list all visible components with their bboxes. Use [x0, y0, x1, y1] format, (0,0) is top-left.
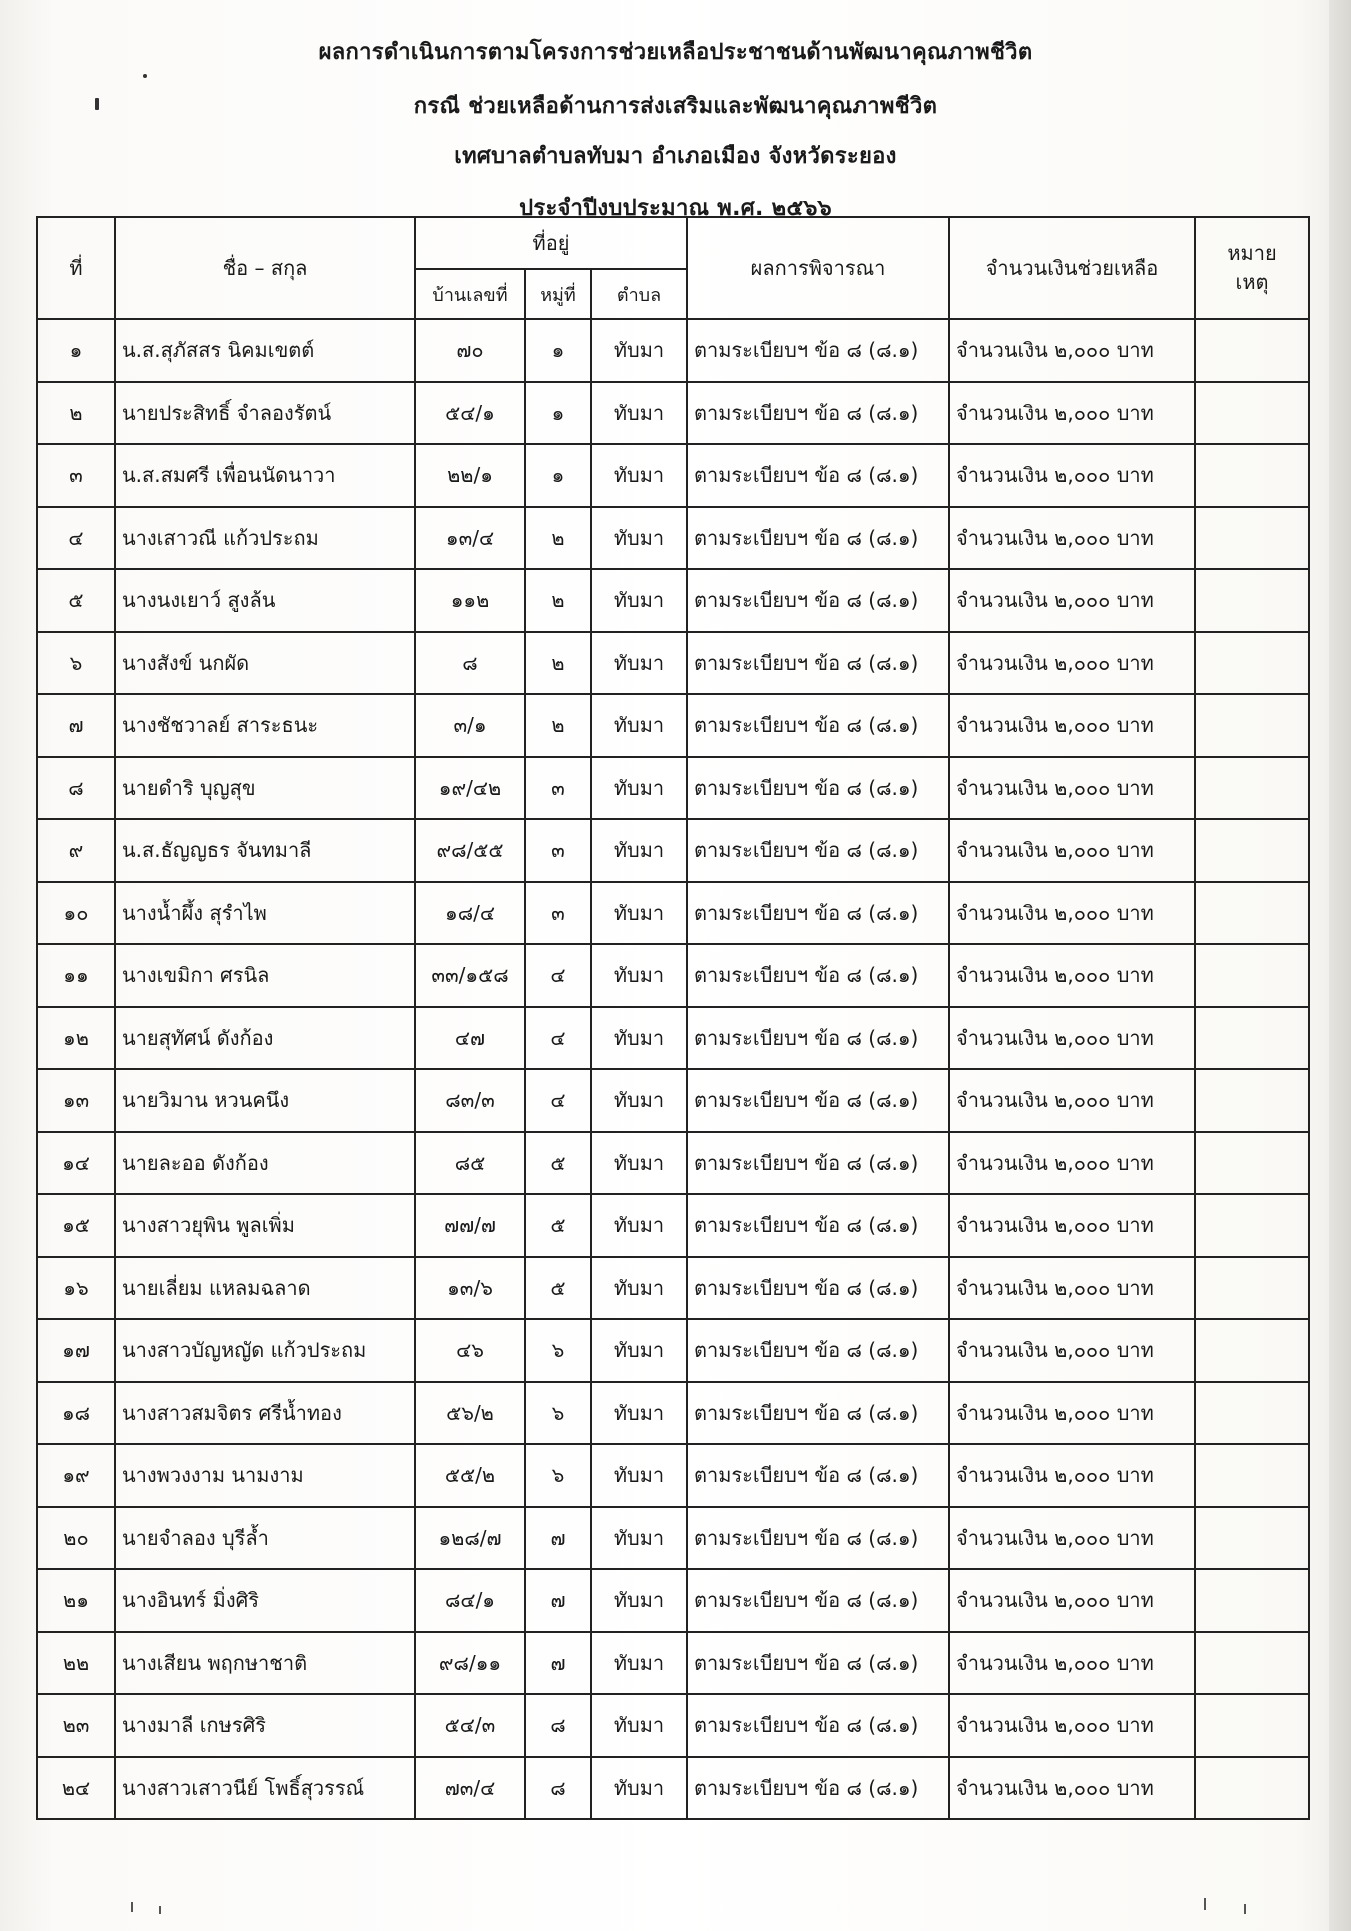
cell-moo: ๖ [525, 1319, 591, 1382]
cell-moo: ๘ [525, 1694, 591, 1757]
cell-no: ๒๑ [37, 1569, 115, 1632]
remark-header-line1: หมาย [1227, 241, 1277, 265]
cell-moo: ๖ [525, 1382, 591, 1445]
cell-name: นายประสิทธิ์ จำลองรัตน์ [115, 382, 415, 445]
table-row [37, 1257, 1309, 1320]
cell-amount: จำนวนเงิน ๒,๐๐๐ บาท [949, 1757, 1195, 1820]
table-row [37, 1069, 1309, 1132]
table-row [37, 1319, 1309, 1382]
cell-moo: ๔ [525, 944, 591, 1007]
table-row [37, 1007, 1309, 1070]
cell-amount: จำนวนเงิน ๒,๐๐๐ บาท [949, 1319, 1195, 1382]
cell-remark [1195, 632, 1309, 695]
cell-remark [1195, 1007, 1309, 1070]
cell-house-no: ๑๑๒ [415, 569, 525, 632]
cell-result: ตามระเบียบฯ ข้อ ๘ (๘.๑) [687, 1757, 949, 1820]
cell-remark [1195, 1257, 1309, 1320]
cell-house-no: ๕๕/๒ [415, 1444, 525, 1507]
cell-remark [1195, 382, 1309, 445]
cell-result: ตามระเบียบฯ ข้อ ๘ (๘.๑) [687, 1069, 949, 1132]
table-row [37, 1132, 1309, 1195]
cell-remark [1195, 819, 1309, 882]
cell-house-no: ๕๖/๒ [415, 1382, 525, 1445]
cell-remark [1195, 1194, 1309, 1257]
col-header-house-no: บ้านเลขที่ [415, 269, 525, 319]
cell-house-no: ๒๒/๑ [415, 444, 525, 507]
cell-name: นายละออ ดังก้อง [115, 1132, 415, 1195]
cell-tambon: ทับมา [591, 569, 687, 632]
cell-result: ตามระเบียบฯ ข้อ ๘ (๘.๑) [687, 1257, 949, 1320]
cell-amount: จำนวนเงิน ๒,๐๐๐ บาท [949, 944, 1195, 1007]
cell-result: ตามระเบียบฯ ข้อ ๘ (๘.๑) [687, 1382, 949, 1445]
cell-house-no: ๑๘/๔ [415, 882, 525, 945]
cell-result: ตามระเบียบฯ ข้อ ๘ (๘.๑) [687, 569, 949, 632]
cell-remark [1195, 1132, 1309, 1195]
cell-tambon: ทับมา [591, 819, 687, 882]
cell-no: ๑๒ [37, 1007, 115, 1070]
cell-house-no: ๔๗ [415, 1007, 525, 1070]
cell-house-no: ๑๙/๔๒ [415, 757, 525, 820]
cell-amount: จำนวนเงิน ๒,๐๐๐ บาท [949, 1132, 1195, 1195]
cell-house-no: ๓๓/๑๕๘ [415, 944, 525, 1007]
cell-no: ๑๙ [37, 1444, 115, 1507]
cell-moo: ๓ [525, 819, 591, 882]
cell-tambon: ทับมา [591, 1757, 687, 1820]
cell-moo: ๓ [525, 882, 591, 945]
cell-name: นายวิมาน หวนคนึง [115, 1069, 415, 1132]
cell-moo: ๒ [525, 694, 591, 757]
cell-moo: ๒ [525, 632, 591, 695]
cell-result: ตามระเบียบฯ ข้อ ๘ (๘.๑) [687, 1507, 949, 1570]
col-header-no: ที่ [37, 217, 115, 319]
cell-tambon: ทับมา [591, 319, 687, 382]
table-row [37, 694, 1309, 757]
cell-name: นางสาวเสาวนีย์ โพธิ์สุวรรณ์ [115, 1757, 415, 1820]
doc-subtitle: กรณี ช่วยเหลือด้านการส่งเสริมและพัฒนาคุณภาพชีวิต [413, 94, 938, 119]
col-header-address: ที่อยู่ [415, 217, 687, 269]
cell-name: นางพวงงาม นามงาม [115, 1444, 415, 1507]
table-row [37, 319, 1309, 382]
cell-moo: ๕ [525, 1194, 591, 1257]
cell-tambon: ทับมา [591, 444, 687, 507]
cell-name: น.ส.สมศรี เพื่อนนัดนาวา [115, 444, 415, 507]
cell-remark [1195, 569, 1309, 632]
cell-result: ตามระเบียบฯ ข้อ ๘ (๘.๑) [687, 1694, 949, 1757]
paper-edge [1329, 0, 1351, 1931]
cell-result: ตามระเบียบฯ ข้อ ๘ (๘.๑) [687, 819, 949, 882]
table-row [37, 1569, 1309, 1632]
cell-moo: ๕ [525, 1132, 591, 1195]
cell-remark [1195, 1319, 1309, 1382]
cell-name: นางสาวยุพิน พูลเพิ่ม [115, 1194, 415, 1257]
cell-result: ตามระเบียบฯ ข้อ ๘ (๘.๑) [687, 444, 949, 507]
cell-remark [1195, 444, 1309, 507]
cell-amount: จำนวนเงิน ๒,๐๐๐ บาท [949, 819, 1195, 882]
cell-tambon: ทับมา [591, 1694, 687, 1757]
cell-amount: จำนวนเงิน ๒,๐๐๐ บาท [949, 1257, 1195, 1320]
cell-name: น.ส.ธัญญธร จันทมาลี [115, 819, 415, 882]
table-row [37, 444, 1309, 507]
cell-amount: จำนวนเงิน ๒,๐๐๐ บาท [949, 1632, 1195, 1695]
cell-no: ๑๐ [37, 882, 115, 945]
cell-no: ๖ [37, 632, 115, 695]
cell-no: ๑๓ [37, 1069, 115, 1132]
cell-house-no: ๘๔/๑ [415, 1569, 525, 1632]
table-row [37, 882, 1309, 945]
table-row [37, 1194, 1309, 1257]
cell-result: ตามระเบียบฯ ข้อ ๘ (๘.๑) [687, 319, 949, 382]
cell-result: ตามระเบียบฯ ข้อ ๘ (๘.๑) [687, 1444, 949, 1507]
cell-remark [1195, 1694, 1309, 1757]
cell-result: ตามระเบียบฯ ข้อ ๘ (๘.๑) [687, 757, 949, 820]
cell-remark [1195, 1569, 1309, 1632]
cell-name: นายจำลอง บุรีล้ำ [115, 1507, 415, 1570]
cell-name: นางสาวบัญหญัด แก้วประถม [115, 1319, 415, 1382]
cell-amount: จำนวนเงิน ๒,๐๐๐ บาท [949, 1194, 1195, 1257]
table-row [37, 569, 1309, 632]
cell-result: ตามระเบียบฯ ข้อ ๘ (๘.๑) [687, 882, 949, 945]
cell-tambon: ทับมา [591, 882, 687, 945]
cell-no: ๒๐ [37, 1507, 115, 1570]
cell-name: นางเสียน พฤกษาชาติ [115, 1632, 415, 1695]
cell-remark [1195, 944, 1309, 1007]
cell-amount: จำนวนเงิน ๒,๐๐๐ บาท [949, 319, 1195, 382]
cell-amount: จำนวนเงิน ๒,๐๐๐ บาท [949, 882, 1195, 945]
cell-name: นางน้ำผึ้ง สุรำไพ [115, 882, 415, 945]
cell-result: ตามระเบียบฯ ข้อ ๘ (๘.๑) [687, 944, 949, 1007]
scan-mark [1244, 1904, 1246, 1914]
cell-house-no: ๘ [415, 632, 525, 695]
cell-name: นางเสาวณี แก้วประถม [115, 507, 415, 570]
cell-tambon: ทับมา [591, 382, 687, 445]
cell-house-no: ๑๓/๔ [415, 507, 525, 570]
table-row [37, 757, 1309, 820]
cell-house-no: ๙๘/๕๕ [415, 819, 525, 882]
cell-tambon: ทับมา [591, 944, 687, 1007]
cell-house-no: ๓/๑ [415, 694, 525, 757]
ink-dot [143, 74, 147, 78]
cell-amount: จำนวนเงิน ๒,๐๐๐ บาท [949, 1007, 1195, 1070]
table-body [37, 319, 1309, 1819]
table-row [37, 632, 1309, 695]
cell-result: ตามระเบียบฯ ข้อ ๘ (๘.๑) [687, 1632, 949, 1695]
cell-tambon: ทับมา [591, 1319, 687, 1382]
cell-name: นายสุทัศน์ ดังก้อง [115, 1007, 415, 1070]
cell-no: ๕ [37, 569, 115, 632]
cell-house-no: ๗๐ [415, 319, 525, 382]
cell-no: ๒ [37, 382, 115, 445]
cell-amount: จำนวนเงิน ๒,๐๐๐ บาท [949, 1694, 1195, 1757]
doc-organization: เทศบาลตำบลทับมา อำเภอเมือง จังหวัดระยอง [454, 144, 897, 169]
cell-amount: จำนวนเงิน ๒,๐๐๐ บาท [949, 507, 1195, 570]
cell-tambon: ทับมา [591, 1257, 687, 1320]
doc-fiscal-year: ประจำปีงบประมาณ พ.ศ. ๒๕๖๖ [519, 196, 832, 221]
cell-no: ๑๗ [37, 1319, 115, 1382]
col-header-moo: หมู่ที่ [525, 269, 591, 319]
cell-tambon: ทับมา [591, 757, 687, 820]
cell-result: ตามระเบียบฯ ข้อ ๘ (๘.๑) [687, 694, 949, 757]
cell-result: ตามระเบียบฯ ข้อ ๘ (๘.๑) [687, 632, 949, 695]
cell-tambon: ทับมา [591, 1069, 687, 1132]
col-header-tambon: ตำบล [591, 269, 687, 319]
cell-name: นางนงเยาว์ สูงล้น [115, 569, 415, 632]
scan-mark [131, 1902, 133, 1912]
cell-remark [1195, 694, 1309, 757]
cell-moo: ๕ [525, 1257, 591, 1320]
cell-remark [1195, 1444, 1309, 1507]
cell-no: ๑๑ [37, 944, 115, 1007]
cell-house-no: ๕๔/๑ [415, 382, 525, 445]
cell-no: ๒๔ [37, 1757, 115, 1820]
cell-no: ๑๕ [37, 1194, 115, 1257]
cell-remark [1195, 319, 1309, 382]
cell-amount: จำนวนเงิน ๒,๐๐๐ บาท [949, 569, 1195, 632]
cell-moo: ๗ [525, 1632, 591, 1695]
cell-name: นางสังข์ นกผัด [115, 632, 415, 695]
cell-moo: ๒ [525, 569, 591, 632]
cell-moo: ๔ [525, 1007, 591, 1070]
cell-moo: ๔ [525, 1069, 591, 1132]
cell-tambon: ทับมา [591, 1132, 687, 1195]
cell-house-no: ๔๖ [415, 1319, 525, 1382]
cell-tambon: ทับมา [591, 694, 687, 757]
cell-house-no: ๑๓/๖ [415, 1257, 525, 1320]
cell-house-no: ๘๕ [415, 1132, 525, 1195]
cell-tambon: ทับมา [591, 1507, 687, 1570]
col-header-remark [1195, 217, 1309, 319]
cell-moo: ๗ [525, 1507, 591, 1570]
cell-remark [1195, 1382, 1309, 1445]
cell-name: นางชัชวาลย์ สาระธนะ [115, 694, 415, 757]
cell-remark [1195, 882, 1309, 945]
cell-tambon: ทับมา [591, 1382, 687, 1445]
cell-no: ๙ [37, 819, 115, 882]
cell-no: ๑๖ [37, 1257, 115, 1320]
cell-tambon: ทับมา [591, 1007, 687, 1070]
cell-tambon: ทับมา [591, 1444, 687, 1507]
cell-name: นางสาวสมจิตร ศรีน้ำทอง [115, 1382, 415, 1445]
cell-result: ตามระเบียบฯ ข้อ ๘ (๘.๑) [687, 382, 949, 445]
cell-amount: จำนวนเงิน ๒,๐๐๐ บาท [949, 632, 1195, 695]
cell-amount: จำนวนเงิน ๒,๐๐๐ บาท [949, 1569, 1195, 1632]
cell-moo: ๗ [525, 1569, 591, 1632]
remark-header-line2: เหตุ [1235, 270, 1269, 294]
cell-house-no: ๘๓/๓ [415, 1069, 525, 1132]
cell-result: ตามระเบียบฯ ข้อ ๘ (๘.๑) [687, 1319, 949, 1382]
cell-result: ตามระเบียบฯ ข้อ ๘ (๘.๑) [687, 507, 949, 570]
cell-no: ๑ [37, 319, 115, 382]
cell-amount: จำนวนเงิน ๒,๐๐๐ บาท [949, 444, 1195, 507]
scan-mark [159, 1906, 161, 1914]
cell-no: ๗ [37, 694, 115, 757]
cell-moo: ๒ [525, 507, 591, 570]
cell-name: นางอินทร์ มิ่งศิริ [115, 1569, 415, 1632]
cell-result: ตามระเบียบฯ ข้อ ๘ (๘.๑) [687, 1007, 949, 1070]
table-row [37, 1694, 1309, 1757]
cell-amount: จำนวนเงิน ๒,๐๐๐ บาท [949, 1382, 1195, 1445]
cell-name: น.ส.สุภัสสร นิคมเขตต์ [115, 319, 415, 382]
cell-name: นายเลี่ยม แหลมฉลาด [115, 1257, 415, 1320]
cell-no: ๒๓ [37, 1694, 115, 1757]
cell-no: ๘ [37, 757, 115, 820]
cell-remark [1195, 1507, 1309, 1570]
cell-house-no: ๗๓/๔ [415, 1757, 525, 1820]
cell-no: ๓ [37, 444, 115, 507]
cell-no: ๒๒ [37, 1632, 115, 1695]
cell-house-no: ๙๘/๑๑ [415, 1632, 525, 1695]
cell-amount: จำนวนเงิน ๒,๐๐๐ บาท [949, 757, 1195, 820]
table-row [37, 944, 1309, 1007]
cell-moo: ๘ [525, 1757, 591, 1820]
table-row [37, 382, 1309, 445]
cell-remark [1195, 507, 1309, 570]
col-header-result: ผลการพิจารณา [687, 217, 949, 319]
cell-house-no: ๕๔/๓ [415, 1694, 525, 1757]
table-row [37, 1757, 1309, 1820]
cell-remark [1195, 1757, 1309, 1820]
cell-tambon: ทับมา [591, 507, 687, 570]
cell-tambon: ทับมา [591, 1194, 687, 1257]
cell-name: นายดำริ บุญสุข [115, 757, 415, 820]
cell-no: ๑๔ [37, 1132, 115, 1195]
table-row [37, 507, 1309, 570]
cell-remark [1195, 757, 1309, 820]
cell-house-no: ๑๒๘/๗ [415, 1507, 525, 1570]
table-row [37, 1382, 1309, 1445]
cell-name: นางมาลี เกษรศิริ [115, 1694, 415, 1757]
cell-moo: ๓ [525, 757, 591, 820]
cell-tambon: ทับมา [591, 632, 687, 695]
cell-amount: จำนวนเงิน ๒,๐๐๐ บาท [949, 382, 1195, 445]
cell-tambon: ทับมา [591, 1569, 687, 1632]
col-header-name: ชื่อ – สกุล [115, 217, 415, 319]
cell-result: ตามระเบียบฯ ข้อ ๘ (๘.๑) [687, 1569, 949, 1632]
cell-amount: จำนวนเงิน ๒,๐๐๐ บาท [949, 1444, 1195, 1507]
scan-mark [1204, 1898, 1206, 1910]
doc-title: ผลการดำเนินการตามโครงการช่วยเหลือประชาชนด้านพัฒนาคุณภาพชีวิต [318, 40, 1033, 65]
table-row [37, 1507, 1309, 1570]
table-row [37, 1444, 1309, 1507]
cell-amount: จำนวนเงิน ๒,๐๐๐ บาท [949, 1507, 1195, 1570]
cell-no: ๔ [37, 507, 115, 570]
table-row [37, 1632, 1309, 1695]
cell-no: ๑๘ [37, 1382, 115, 1445]
cell-house-no: ๗๗/๗ [415, 1194, 525, 1257]
cell-name: นางเขมิกา ศรนิล [115, 944, 415, 1007]
cell-remark [1195, 1632, 1309, 1695]
cell-amount: จำนวนเงิน ๒,๐๐๐ บาท [949, 694, 1195, 757]
beneficiary-table [36, 216, 1310, 1820]
cell-amount: จำนวนเงิน ๒,๐๐๐ บาท [949, 1069, 1195, 1132]
cell-result: ตามระเบียบฯ ข้อ ๘ (๘.๑) [687, 1194, 949, 1257]
cell-remark [1195, 1069, 1309, 1132]
cell-moo: ๑ [525, 319, 591, 382]
cell-moo: ๑ [525, 382, 591, 445]
cell-moo: ๖ [525, 1444, 591, 1507]
col-header-amount: จำนวนเงินช่วยเหลือ [949, 217, 1195, 319]
cell-moo: ๑ [525, 444, 591, 507]
cell-tambon: ทับมา [591, 1632, 687, 1695]
cell-result: ตามระเบียบฯ ข้อ ๘ (๘.๑) [687, 1132, 949, 1195]
table-row [37, 819, 1309, 882]
